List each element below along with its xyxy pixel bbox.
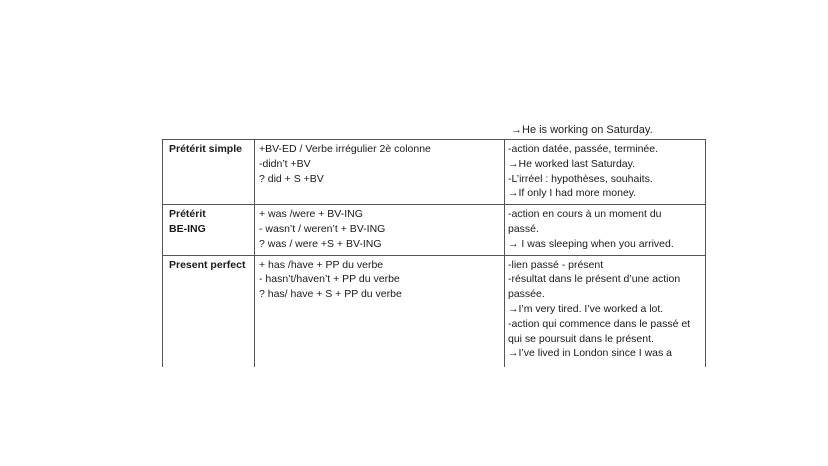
document-page <box>162 120 708 360</box>
tense-label: Prétérit <box>169 208 206 221</box>
table-row-preterit-simple <box>163 140 706 205</box>
form-line: ? did + S +BV <box>259 172 324 185</box>
form-line: ? was / were +S + BV-ING <box>259 237 382 250</box>
tense-cell <box>163 255 255 367</box>
usage-cell <box>505 140 706 205</box>
usage-line: qui se poursuit dans le présent. <box>508 332 654 345</box>
usage-line: -action datée, passée, terminée. <box>508 143 659 155</box>
form-line: + was /were + BV-ING <box>259 208 363 221</box>
usage-line: → I was sleeping when you arrived. <box>508 237 674 250</box>
usage-line: -L’irréel : hypothèses, souhaits. <box>508 172 653 185</box>
usage-line: →He worked last Saturday. <box>508 157 636 170</box>
form-cell <box>255 255 505 367</box>
tense-cell <box>163 140 255 205</box>
usage-line: -action qui commence dans le passé et <box>508 317 691 330</box>
usage-cell <box>505 205 706 255</box>
form-cell <box>255 205 505 255</box>
cut-off-example-line: →He is working on Saturday. <box>511 124 653 136</box>
usage-cell <box>505 255 706 367</box>
form-line: - hasn’t/haven’t + PP du verbe <box>259 273 400 286</box>
usage-line: -lien passé - présent <box>508 258 604 271</box>
tense-cell <box>163 205 255 255</box>
form-line: + has /have + PP du verbe <box>259 258 384 271</box>
grammar-table <box>162 139 706 367</box>
usage-line: →If only I had more money. <box>508 187 637 200</box>
usage-line: -action en cours à un moment du <box>508 208 662 221</box>
usage-line: passé. <box>508 222 539 235</box>
usage-line: passée. <box>508 288 545 301</box>
table-row-present-perfect <box>163 255 706 367</box>
form-cell <box>255 140 505 205</box>
form-line: +BV-ED / Verbe irrégulier 2è colonne <box>259 143 431 155</box>
usage-line: -résultat dans le présent d’une action <box>508 273 681 286</box>
form-line: ? has/ have + S + PP du verbe <box>259 288 402 301</box>
tense-label: Present perfect <box>169 258 246 271</box>
tense-label: Prétérit simple <box>169 143 242 155</box>
form-line: - wasn’t / weren’t + BV-ING <box>259 222 386 235</box>
usage-line: →I’m very tired. I’ve worked a lot. <box>508 302 664 315</box>
form-line: -didn’t +BV <box>259 157 311 170</box>
table-row-preterit-be-ing <box>163 205 706 255</box>
tense-label: BE-ING <box>169 222 206 235</box>
usage-line: →I’ve lived in London since I was a <box>508 347 673 360</box>
